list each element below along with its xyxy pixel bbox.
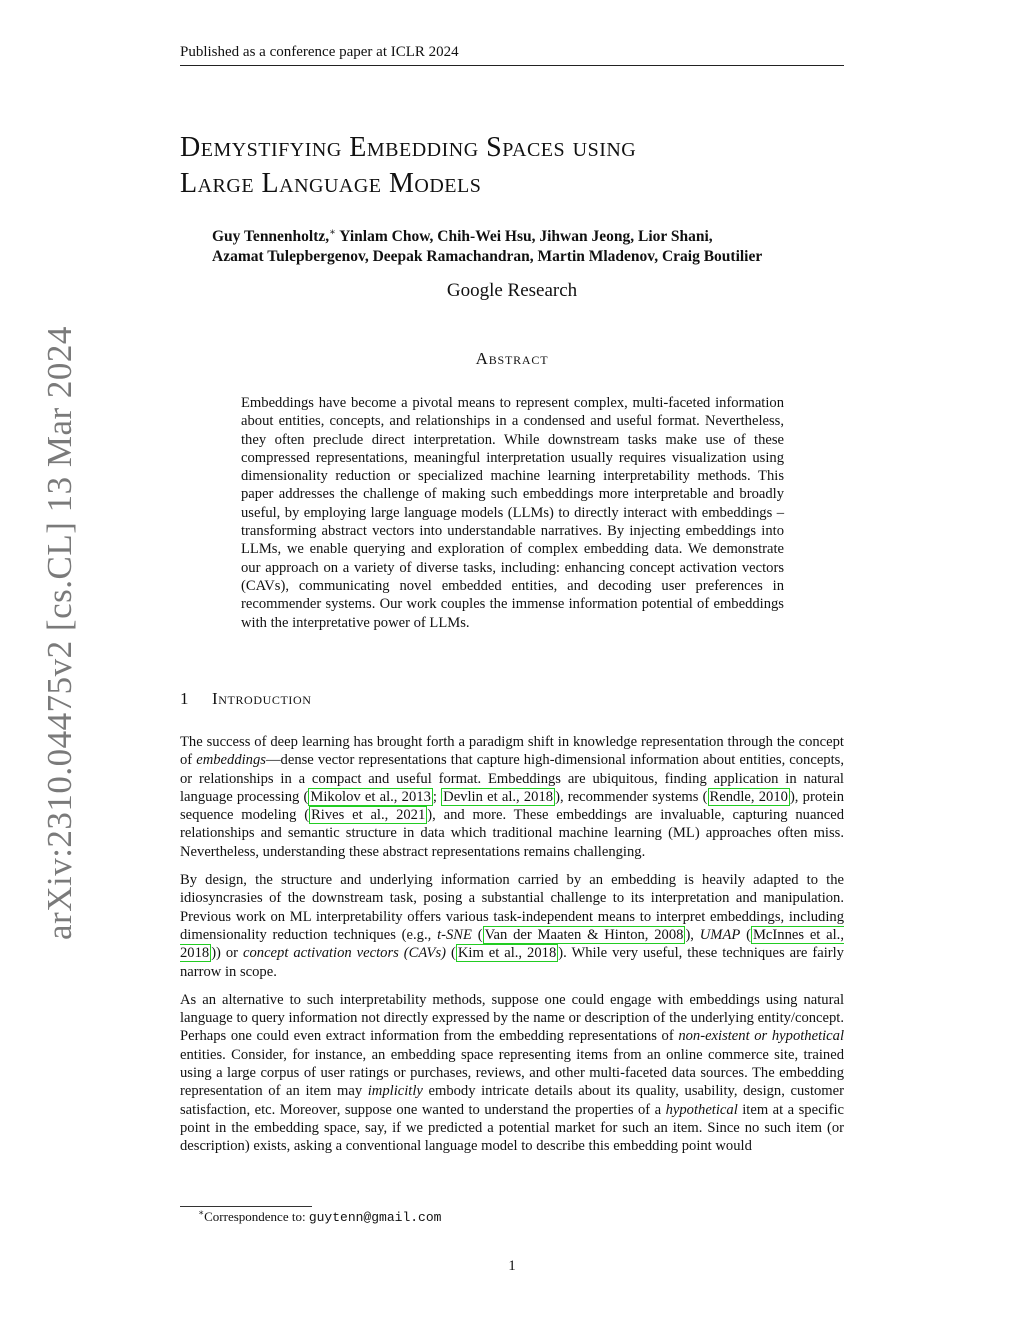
paper-title xyxy=(180,130,844,202)
text-run: ), and more. These embeddings are invaluable, capturing nuanced relationships and semantic structure in data which traditional machine learning (ML) approaches often miss. Nevertheless, understanding these abstract representations remains challenging. xyxy=(180,807,844,860)
first-author: Guy Tennenholtz, xyxy=(212,228,330,245)
title-line-2: Large Language Models xyxy=(180,168,482,199)
text-run: item at a specific point in the embedding space, say, if we predicted a potential market for such an item. Since no such item (or description) exists, asking a conventional language model to describe this embedding point would xyxy=(180,1101,845,1155)
text-run: —dense vector representations that capture high-dimensional information about entities, concepts, or relationships in a compact and useful format. Embeddings are ubiquitous, finding application in natural language processing ( xyxy=(180,752,844,805)
arxiv-identifier-stamp[interactable]: arXiv:2310.04475v2 [cs.CL] 13 Mar 2024 xyxy=(40,326,79,940)
footnote-mark: ∗ xyxy=(198,1207,205,1218)
correspondence-email[interactable]: guytenn@gmail.com xyxy=(308,1210,442,1225)
citation-link[interactable]: McInnes et al., 2018 xyxy=(180,926,844,962)
text-run: By design, the structure and underlying information carried by an embedding is heavily adapted to the idiosyncrasies of the downstream task, posing a substantial challenge to its interpretation and manipulation. Previous work on ML interpretability offers various task-independent means to interpret embeddings, including dimensionality reduction techniques (e.g., xyxy=(180,872,844,943)
text-run: ( xyxy=(471,926,483,943)
emphasis: t-SNE xyxy=(437,926,472,943)
abstract-heading: Abstract xyxy=(475,349,549,368)
author-line-2: Azamat Tulepbergenov, Deepak Ramachandran, Martin Mladenov, Craig Boutilier xyxy=(212,248,763,265)
emphasis: UMAP xyxy=(699,926,741,943)
footnote-label: Correspondence to: xyxy=(204,1209,309,1224)
author-list xyxy=(212,227,852,267)
text-run: As an alternative to such interpretability methods, suppose one could engage with embeddings using natural language to query information not directly expressed by the name or description of the underlying entity/concept. Perhaps one could even extract information from the embedding representations of xyxy=(180,991,844,1045)
author-line-1 xyxy=(212,227,852,247)
text-run: ). While very useful, these techniques are fairly narrow in scope. xyxy=(180,945,844,980)
text-run: embody intricate details about its quality, usability, design, customer satisfaction, etc. Moreover, suppose one wanted to understand the properties of a xyxy=(180,1083,844,1118)
abstract-text: Embeddings have become a pivotal means to represent complex, multi-faceted information about entities, concepts, and relationships in a condensed and useful format. Nevertheless, they often preclude direct interpretation. While downstream tasks make use of these compressed representations, meaningful interpretation usually requires visualization using dimensionality reduction or specialized machine learning interpretability methods. This paper addresses the challenge of making such embeddings more interpretable and broadly useful, by employing large language models (LLMs) to directly interact with embeddings – transforming abstract vectors into understandable narratives. By injecting embeddings into LLMs, we enable querying and exploration of complex embedding data. We demonstrate our approach on a variety of diverse tasks, including: enhancing concept activation vectors (CAVs), communicating novel embedded entities, and decoding user preferences in recommender systems. Our work couples the immense information potential of embeddings with the interpretative power of LLMs. xyxy=(241,395,784,631)
section-title: Introduction xyxy=(212,689,312,708)
emphasis: concept activation vectors (CAVs) xyxy=(243,945,447,962)
running-header: Published as a conference paper at ICLR 2024 xyxy=(180,44,459,60)
citation-link[interactable]: Mikolov et al., 2013 xyxy=(310,788,431,805)
text-run: ), xyxy=(685,926,700,943)
emphasis: implicitly xyxy=(367,1083,423,1100)
page-number: 1 xyxy=(508,1258,516,1274)
citation-link[interactable]: Devlin et al., 2018 xyxy=(443,788,554,805)
paragraph-2 xyxy=(180,871,844,981)
footnote xyxy=(198,1209,441,1225)
text-run: ; xyxy=(432,788,442,805)
text-run: ), protein sequence modeling ( xyxy=(180,788,844,824)
abstract-body xyxy=(241,394,784,632)
text-run: ), recommender systems ( xyxy=(555,788,708,805)
text-run: ( xyxy=(446,945,456,962)
section-number: 1 xyxy=(180,689,190,708)
citation-link[interactable]: Van der Maaten & Hinton, 2008 xyxy=(484,926,684,943)
paragraph-3 xyxy=(180,991,844,1156)
affiliation: Google Research xyxy=(446,280,578,301)
section-heading-introduction xyxy=(180,689,312,709)
title-line-1: Demystifying Embedding Spaces using xyxy=(180,132,637,163)
emphasis: non-existent or hypothetical xyxy=(678,1028,845,1045)
citation-link[interactable]: Rives et al., 2021 xyxy=(311,807,426,824)
citation-link[interactable]: Kim et al., 2018 xyxy=(457,945,557,962)
text-run: ( xyxy=(740,926,751,943)
footnote-marker[interactable]: ∗ xyxy=(329,226,336,238)
text-run: )) or xyxy=(211,945,243,962)
author-line-1-rest: Yinlam Chow, Chih-Wei Hsu, Jihwan Jeong, Lior Shani, xyxy=(335,228,713,245)
introduction-body xyxy=(180,733,844,1166)
text-run: The success of deep learning has brought forth a paradigm shift in knowledge representation through the concept of xyxy=(180,734,844,769)
citation-link[interactable]: Rendle, 2010 xyxy=(709,788,788,805)
text-run: entities. Consider, for instance, an embedding space representing items from an online commerce site, trained using a large corpus of user ratings or purchases, reviews, and other multi-faceted data sources. The embedding representation of an item may xyxy=(180,1046,844,1100)
emphasis: hypothetical xyxy=(665,1101,738,1118)
emphasis: embeddings xyxy=(196,752,266,769)
header-rule xyxy=(180,65,844,66)
paragraph-1 xyxy=(180,733,844,861)
